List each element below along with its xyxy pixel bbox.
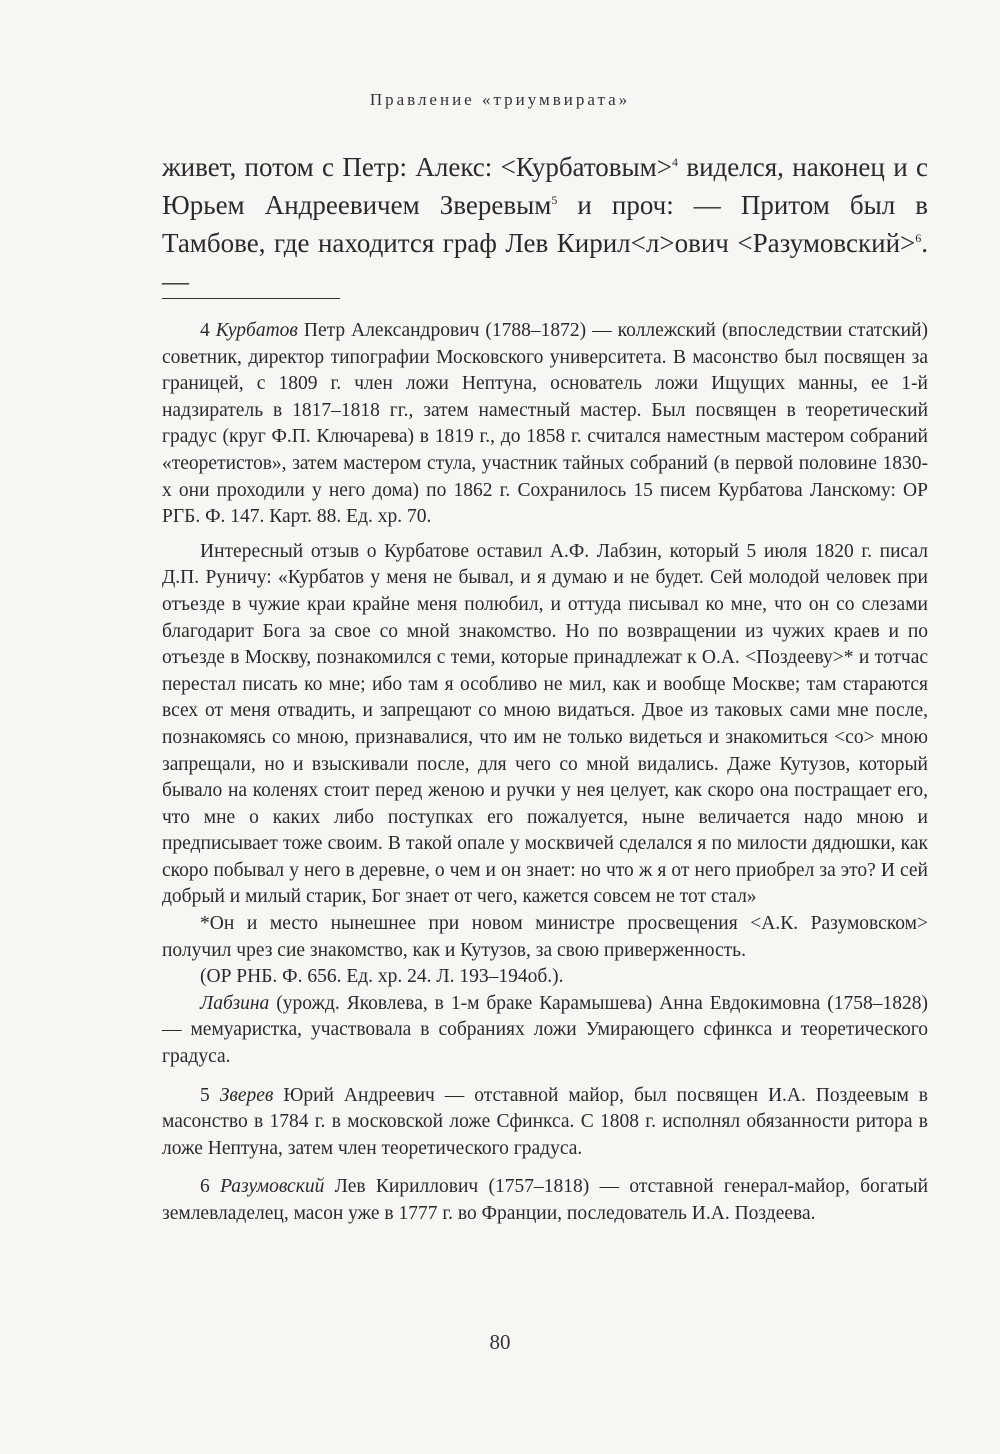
footnote-4-star-note: *Он и место нынешнее при новом министре просвещения <А.К. Разумовском> получил чрез сие знакомство, как и Кутузов, за свою приверженность.: [162, 913, 928, 961]
footnote-5: [162, 1083, 928, 1163]
footnote-name: Зверев: [219, 1084, 274, 1106]
footnote-text: Петр Александрович (1788–1872) — коллежский (впоследствии статский) советник, директор типографии Московского университета. В масонство был посвящен за границей, с 1809 г. член ложи Нептуна, основатель ложи Ищущих манны, ее 1-й надзиратель в 1817–1818 гг., затем наместный мастер. Был посвящен в теоретический градус (круг Ф.П. Ключарева) в 1819 г., до 1858 г. считался наместным мастером собраний «теоретистов», затем мастером стула, участник тайных собраний (в первой половине 1830-х они проходили у него дома) по 1862 г. Сохранилось 15 писем Курбатова Ланскому: ОР РГБ. Ф. 147. Карт. 88. Ед. хр. 70.: [162, 320, 929, 528]
footnote-4-source: (ОР РНБ. Ф. 656. Ед. хр. 24. Л. 193–194об.).: [200, 966, 564, 988]
main-text-part: виделся, наконец и с Юрьем Андреевичем Зверевым: [162, 152, 928, 220]
footnote-ref-5: 5: [551, 193, 558, 207]
footnote-6: [162, 1174, 928, 1227]
footnote-text: Юрий Андреевич — отставной майор, был посвящен И.А. Поздеевым в масонство в 1784 г. в московской ложе Сфинкса. С 1808 г. исполнял обязанности ритора в ложе Нептуна, затем член теоретического градуса.: [162, 1084, 929, 1159]
footnote-name: Разумовский: [220, 1176, 325, 1198]
main-text-part: . —: [162, 228, 928, 296]
page-number: 80: [489, 1330, 511, 1354]
footnote-name: Курбатов: [215, 320, 298, 341]
footnote-number: 6: [200, 1176, 210, 1198]
footnote-number: 5: [200, 1084, 210, 1106]
running-head: Правление «триумвирата»: [369, 90, 631, 109]
footnote-ref-4: 4: [672, 155, 678, 169]
main-text-part: живет, потом с Петр: Алекс: <Курбатовым>: [162, 152, 672, 182]
main-text-part: и проч: — Притом был в Тамбове, где находится граф Лев Кирил<л>ович <Разумовский>: [162, 190, 928, 258]
main-text: [162, 148, 928, 300]
footnote-4-labzina: [162, 991, 928, 1071]
footnote-4-quote: Интересный отзыв о Курбатове оставил А.Ф. Лабзин, который 5 июля 1820 г. писал Д.П. Руничу: «Курбатов у меня не бывал, и я думаю и не будет. Сей молодой человек при отъезде в чужие краи крайне меня полюбил, и оттуда писывал ко мне, что он со слезами благодарит Бога за свое со мной знакомство. Но по возвращении из чужих краев и по отъезде в Москву, познакомился с теми, которые принадлежат к О.А. <Поздееву>* и тотчас перестал писать ко мне; ибо там я особливо не мил, как и вообще Москве; там стараются всех от меня отвадить, и запрещают со мною видаться. Двое из таковых сами мне после, познакомясь со мною, признавалися, что им не только видеться и знакомиться <со> мною запрещали, но и взыскивали после, для чего со мной видались. Даже Кутузов, который бывало на коленях стоит перед женою и ручки у нея целует, как скоро она постращает его, что мне о каких либо поступках его пожалуется, ныне величается надо мною и предписывает тоже своим. В такой опале у москвичей сделался я по милости дядюшки, как скоро побывал у него в деревне, о чем и он знает: но что ж я от него приобрел за это? И сей добрый и милый старик, Бог знает от чего, кажется совсем не тот стал»: [162, 540, 928, 908]
main-paragraph: [162, 148, 928, 300]
footnote-text: (урожд. Яковлева, в 1-м браке Карамышева) Анна Евдокимовна (1758–1828) — мемуаристка, участвовала в собраниях ложи Умирающего сфинкса и теоретического градуса.: [162, 992, 929, 1068]
footnote-text: Лев Кириллович (1757–1818) — отставной генерал-майор, богатый землевладелец, масон уже в 1777 г. во Франции, последователь И.А. Поздеева.: [162, 1176, 929, 1224]
footnotes: [162, 318, 928, 1228]
footnote-4: [162, 318, 928, 531]
footnote-name: Лабзина: [200, 992, 270, 1014]
footnote-ref-6: 6: [915, 231, 922, 245]
footnote-separator: [162, 298, 340, 299]
footnote-number: 4: [200, 320, 210, 341]
